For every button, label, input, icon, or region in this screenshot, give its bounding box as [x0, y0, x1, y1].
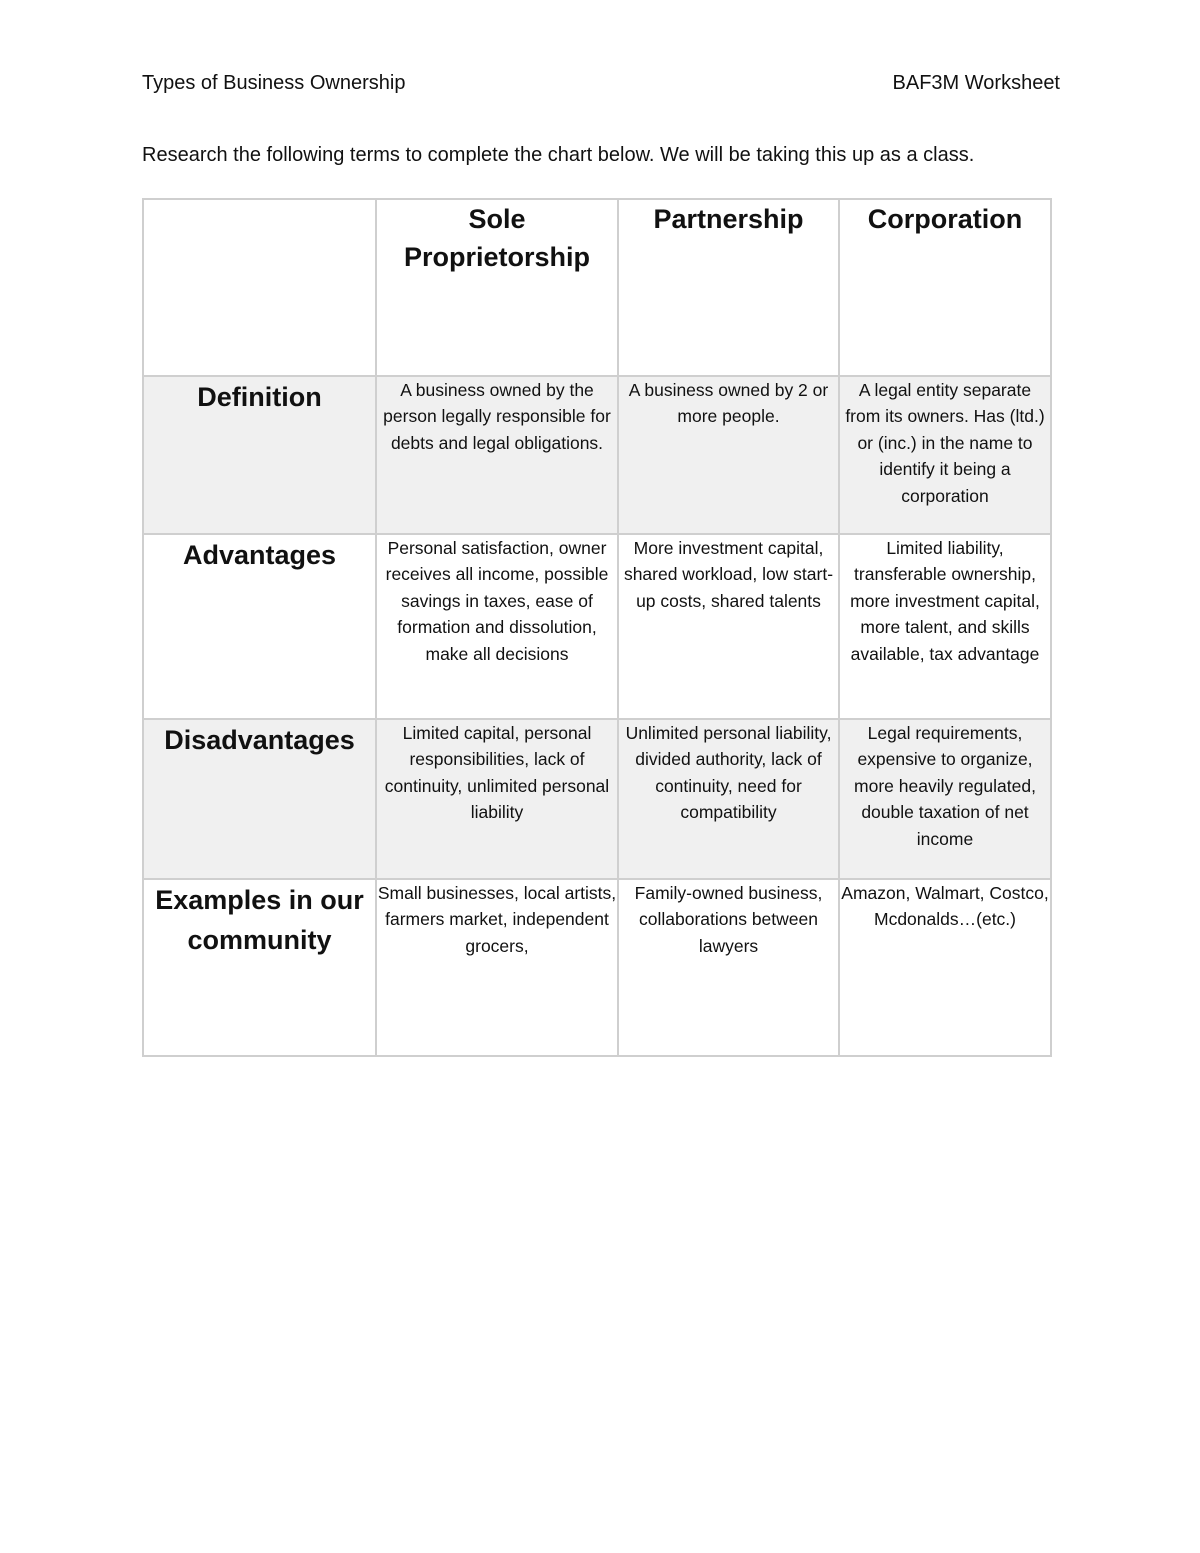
table-cell: Limited capital, personal responsibilities, lack of continuity, unlimited personal liability	[376, 719, 618, 879]
table-row-advantages	[143, 534, 1051, 719]
table-cell: Limited liability, transferable ownership, more investment capital, more talent, and skills available, tax advantage	[839, 534, 1051, 719]
worksheet-title: Types of Business Ownership	[142, 72, 406, 94]
table-cell: Personal satisfaction, owner receives all income, possible savings in taxes, ease of formation and dissolution, make all decisions	[376, 534, 618, 719]
column-header-corporation: Corporation	[839, 199, 1051, 376]
table-cell: A legal entity separate from its owners. Has (ltd.) or (inc.) in the name to identify it being a corporation	[839, 376, 1051, 534]
course-code: BAF3M Worksheet	[892, 72, 1060, 94]
table-cell: Unlimited personal liability, divided authority, lack of continuity, need for compatibility	[618, 719, 839, 879]
table-cell: More investment capital, shared workload, low start-up costs, shared talents	[618, 534, 839, 719]
table-cell: Legal requirements, expensive to organize, more heavily regulated, double taxation of net income	[839, 719, 1051, 879]
row-label-disadvantages: Disadvantages	[143, 719, 376, 879]
table-cell: A business owned by 2 or more people.	[618, 376, 839, 534]
table-cell: A business owned by the person legally responsible for debts and legal obligations.	[376, 376, 618, 534]
table-cell: Amazon, Walmart, Costco, Mcdonalds…(etc.)	[839, 879, 1051, 1056]
corner-cell	[143, 199, 376, 376]
ownership-chart	[142, 198, 1052, 1057]
table-row-definition	[143, 376, 1051, 534]
table-row-examples	[143, 879, 1051, 1056]
instructions-text: Research the following terms to complete the chart below. We will be taking this up as a class.	[142, 144, 975, 166]
table-row-disadvantages	[143, 719, 1051, 879]
row-label-examples: Examples in our community	[143, 879, 376, 1056]
table-cell: Small businesses, local artists, farmers market, independent grocers,	[376, 879, 618, 1056]
row-label-advantages: Advantages	[143, 534, 376, 719]
row-label-definition: Definition	[143, 376, 376, 534]
table-header-row	[143, 199, 1051, 376]
column-header-partnership: Partnership	[618, 199, 839, 376]
column-header-sole-proprietorship: Sole Proprietorship	[376, 199, 618, 376]
table-cell: Family-owned business, collaborations between lawyers	[618, 879, 839, 1056]
